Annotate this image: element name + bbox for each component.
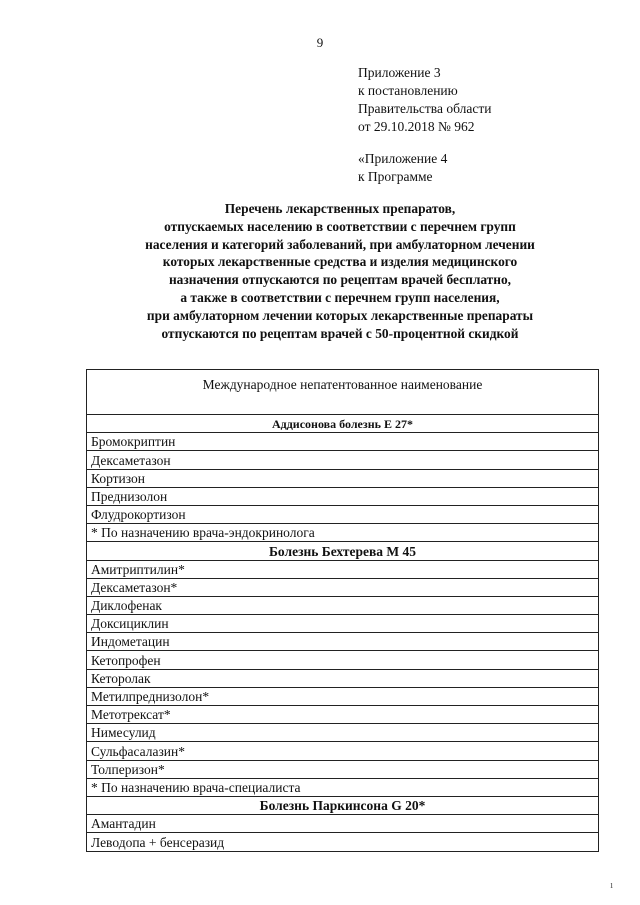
appendix-line: Правительства области — [358, 101, 492, 116]
section-row — [87, 415, 599, 433]
section-row — [87, 796, 599, 814]
section-row — [87, 542, 599, 560]
table-row — [87, 505, 599, 523]
footnote-cell: * По назначению врача-эндокринолога — [87, 524, 599, 542]
drug-cell: Преднизолон — [87, 487, 599, 505]
drug-cell: Амантадин — [87, 815, 599, 833]
table-row — [87, 560, 599, 578]
document-title — [70, 200, 610, 342]
table-row — [87, 742, 599, 760]
drug-cell: Дексаметазон* — [87, 578, 599, 596]
drug-cell: Дексаметазон — [87, 451, 599, 469]
title-line: отпускаемых населению в соответствии с перечнем групп — [164, 218, 516, 234]
drug-cell: Толперизон* — [87, 760, 599, 778]
table-row — [87, 687, 599, 705]
table-row — [87, 615, 599, 633]
table-row — [87, 833, 599, 851]
table-header-cell: Международное непатентованное наименование — [87, 370, 599, 415]
appendix-block — [358, 64, 491, 186]
table-row — [87, 815, 599, 833]
title-line: населения и категорий заболеваний, при амбулаторном лечении — [145, 236, 535, 252]
drug-cell: Кеторолак — [87, 669, 599, 687]
section-title: Болезнь Бехтерева М 45 — [87, 542, 599, 560]
corner-mark: ı — [610, 880, 613, 891]
table-row — [87, 633, 599, 651]
drug-cell: Нимесулид — [87, 724, 599, 742]
table-row — [87, 724, 599, 742]
table-row — [87, 778, 599, 796]
program-line: «Приложение 4 — [358, 151, 448, 166]
table-row — [87, 706, 599, 724]
section-title: Болезнь Паркинсона G 20* — [87, 796, 599, 814]
title-line: назначения отпускаются по рецептам врачей бесплатно, — [168, 272, 512, 288]
title-line: при амбулаторном лечении которых лекарственные препараты — [146, 307, 534, 323]
appendix-line: от 29.10.2018 № 962 — [358, 119, 475, 134]
title-line: Перечень лекарственных препаратов, — [224, 201, 456, 216]
drug-cell: Бромокриптин — [87, 433, 599, 451]
table-row — [87, 433, 599, 451]
title-line: а также в соответствии с перечнем групп населения, — [180, 289, 500, 305]
table-row — [87, 596, 599, 614]
drug-cell: Амитриптилин* — [87, 560, 599, 578]
drug-cell: Метотрексат* — [87, 706, 599, 724]
drug-cell: Леводопа + бенсеразид — [87, 833, 599, 851]
drug-cell: Диклофенак — [87, 596, 599, 614]
program-line: к Программе — [358, 169, 433, 184]
table-row — [87, 524, 599, 542]
table-row — [87, 451, 599, 469]
drug-cell: Флудрокортизон — [87, 505, 599, 523]
drug-cell: Сульфасалазин* — [87, 742, 599, 760]
page-number: 9 — [316, 35, 324, 50]
drug-cell: Индометацин — [87, 633, 599, 651]
drug-cell: Кортизон — [87, 469, 599, 487]
title-line: которых лекарственные средства и изделия медицинского — [162, 254, 518, 270]
drug-table — [86, 369, 599, 852]
appendix-line: Приложение 3 — [358, 65, 441, 80]
drug-cell: Метилпреднизолон* — [87, 687, 599, 705]
drug-cell: Доксициклин — [87, 615, 599, 633]
footnote-cell: * По назначению врача-специалиста — [87, 778, 599, 796]
section-title: Аддисонова болезнь Е 27* — [87, 415, 599, 433]
table-row — [87, 487, 599, 505]
appendix-line: к постановлению — [358, 83, 458, 98]
table-header-row — [87, 370, 599, 415]
table-row — [87, 469, 599, 487]
title-line: отпускаются по рецептам врачей с 50-процентной скидкой — [161, 325, 519, 341]
table-row — [87, 578, 599, 596]
table-row — [87, 651, 599, 669]
table-row — [87, 669, 599, 687]
table-row — [87, 760, 599, 778]
drug-cell: Кетопрофен — [87, 651, 599, 669]
